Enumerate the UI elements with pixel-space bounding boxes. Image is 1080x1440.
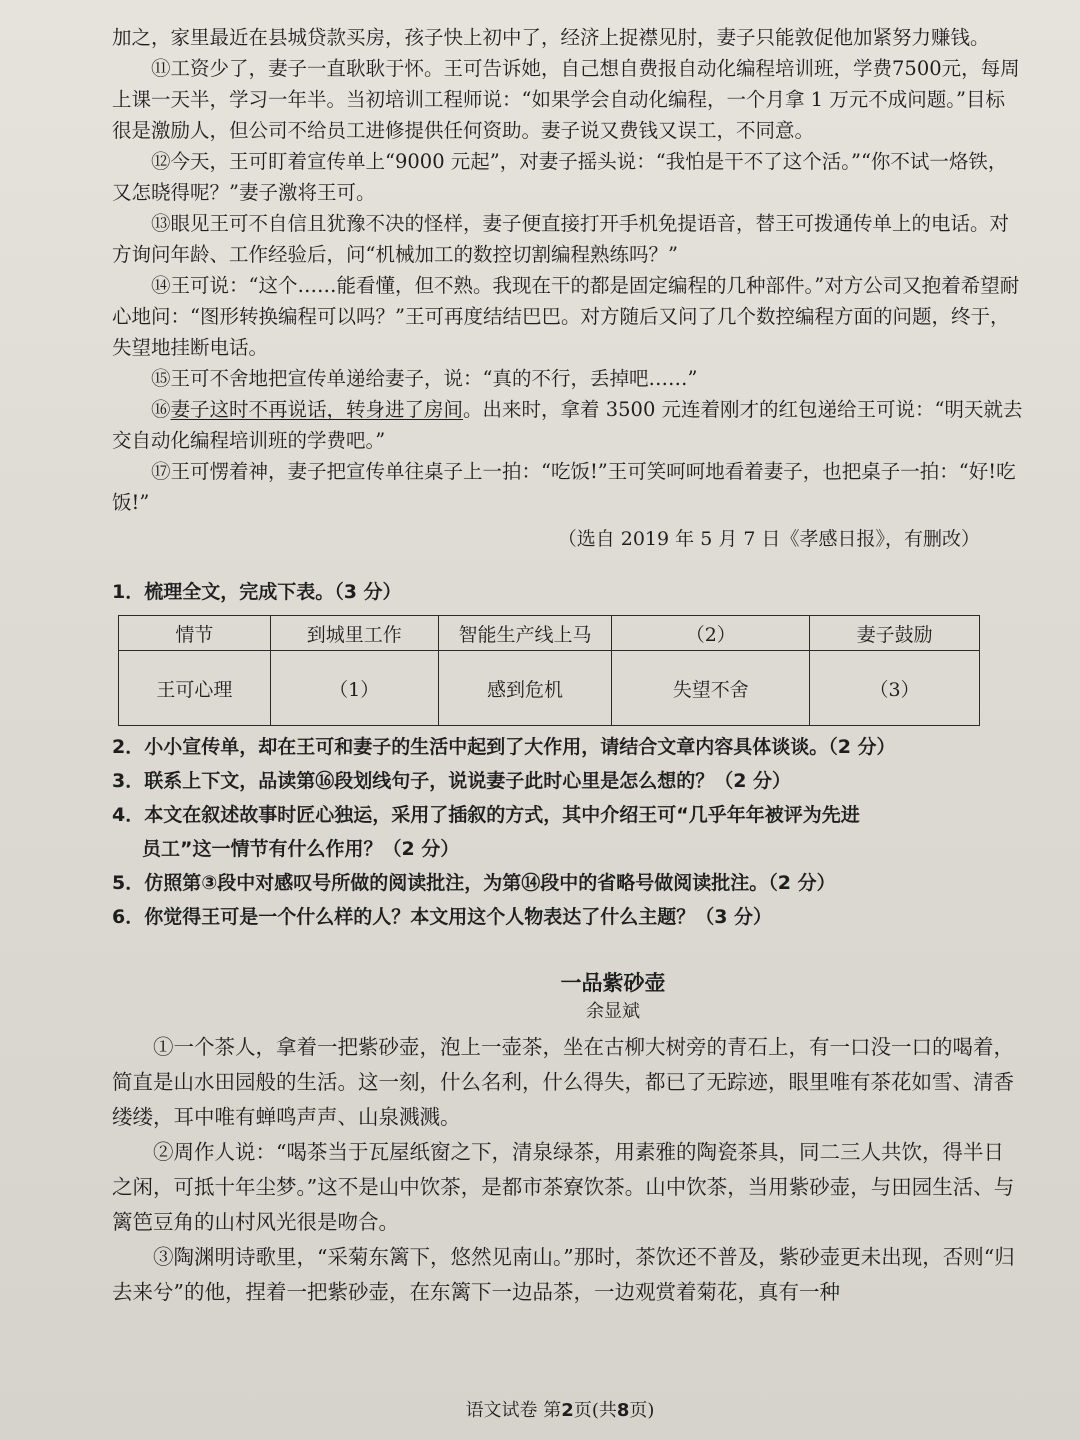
story-paragraph-11: ⑪工资少了，妻子一直耿耿于怀。王可告诉她，自己想自费报自动化编程培训班，学费7500元，每周上课一天半，学习一年半。当初培训工程师说：“如果学会自动化编程，一个月拿 1 万元不成问题。”目标很是激励人，但公司不给员工进修提供任何资助。妻子说又费钱又误工，不同意。 [112, 57, 1020, 142]
underlined-sentence: 妻子这时不再说话，转身进了房间 [170, 398, 464, 421]
table-row [119, 651, 980, 726]
questions-section [112, 575, 1024, 934]
table-cell: 失望不舍 [612, 651, 810, 726]
story-paragraph-15: ⑮王可不舍地把宣传单递给妻子，说：“真的不行，丢掉吧……” [151, 367, 698, 390]
table-cell: （2） [612, 616, 810, 651]
table-cell: 到城里工作 [270, 616, 438, 651]
table-header-row [119, 616, 980, 651]
article-title: 一品紫砂壶 [560, 971, 666, 995]
footer-total-pages: 8 [616, 1400, 630, 1421]
footer-page-number: 2 [561, 1400, 574, 1421]
story-paragraph-16 [112, 394, 1024, 456]
answer-table [118, 615, 980, 726]
table-cell: （3） [810, 651, 980, 726]
story-paragraph-12: ⑫今天，王可盯着宣传单上“9000 元起”，对妻子摇头说：“我怕是干不了这个活。”“你不试一烙铁，又怎晓得呢？”妻子激将王可。 [112, 150, 1008, 204]
article-paragraph-1: ①一个茶人，拿着一把紫砂壶，泡上一壶茶，坐在古柳大树旁的青石上，有一口没一口的喝着，简直是山水田园般的生活。这一刻，什么名利，什么得失，都已了无踪迹，眼里唯有茶花如雪、清香缕缕，耳中唯有蝉鸣声声、山泉溅溅。 [112, 1035, 1014, 1129]
article-paragraph-3: ③陶渊明诗歌里，“采菊东篱下，悠然见南山。”那时，茶饮还不普及，紫砂壶更未出现，否则“归去来兮”的他，捏着一把紫砂壶，在东篱下一边品茶，一边观赏着菊花，真有一种 [112, 1245, 1015, 1304]
table-cell: （1） [270, 651, 438, 726]
article-author: 余显斌 [586, 1001, 640, 1022]
article-paragraph-2: ②周作人说：“喝茶当于瓦屋纸窗之下，清泉绿茶，用素雅的陶瓷茶具，同二三人共饮，得半日之闲，可抵十年尘梦。”这不是山中饮茶，是都市茶寮饮茶。山中饮茶，当用紫砂壶，与田园生活、与篱笆豆角的山村风光很是吻合。 [112, 1140, 1015, 1234]
page-footer [0, 1396, 1080, 1422]
question-4: 4．本文在叙述故事时匠心独运，采用了插叙的方式，其中介绍王可“几乎年年被评为先进 [112, 804, 860, 826]
table-cell: 王可心理 [119, 651, 271, 726]
table-cell: 情节 [119, 616, 271, 651]
article-section [112, 968, 1024, 1310]
table-cell: 感到危机 [438, 651, 612, 726]
paragraph-16-rest: 。出来时，拿着 3500 元连着刚才的红包递给王可说：“明天就去交自动化编程培训班的学费吧。” [112, 398, 1023, 452]
story-paragraph-17: ⑰王可愣着神，妻子把宣传单往桌子上一拍：“吃饭!”王可笑呵呵地看着妻子，也把桌子一拍：“好!吃饭!” [112, 460, 1016, 514]
table-cell: 妻子鼓励 [810, 616, 980, 651]
footer-prefix: 语文试卷 第 [465, 1400, 562, 1421]
story-paragraph-13: ⑬眼见王可不自信且犹豫不决的怪样，妻子便直接打开手机免提语音，替王可拨通传单上的电话。对方询问年龄、工作经验后，问“机械加工的数控切割编程熟练吗？” [112, 212, 1010, 266]
footer-suffix: 页) [629, 1400, 655, 1421]
footer-middle: 页(共 [573, 1400, 617, 1421]
source-citation: （选自 2019 年 5 月 7 日《孝感日报》，有删改） [557, 528, 980, 550]
question-5: 5．仿照第③段中对感叹号所做的阅读批注，为第⑭段中的省略号做阅读批注。（2 分） [112, 872, 836, 894]
story-section [112, 22, 1024, 555]
story-paragraph-10-end: 加之，家里最近在县城贷款买房，孩子快上初中了，经济上捉襟见肘，妻子只能敦促他加紧努力赚钱。 [112, 26, 990, 49]
story-paragraph-14: ⑭王可说：“这个……能看懂，但不熟。我现在干的都是固定编程的几种部件。”对方公司又抱着希望耐心地问：“图形转换编程可以吗？”王可再度结结巴巴。对方随后又问了几个数控编程方面的问题，终于，失望地挂断电话。 [112, 274, 1020, 359]
table-cell: 智能生产线上马 [438, 616, 612, 651]
question-1: 1．梳理全文，完成下表。（3 分） [112, 581, 402, 603]
question-2: 2．小小宣传单，却在王可和妻子的生活中起到了大作用，请结合文章内容具体谈谈。（2 分） [112, 736, 896, 758]
paragraph-16-number: ⑯ [151, 398, 171, 421]
question-6: 6．你觉得王可是一个什么样的人？本文用这个人物表达了什么主题？（3 分） [112, 906, 773, 928]
question-3: 3．联系上下文，品读第⑯段划线句子，说说妻子此时心里是怎么想的？（2 分） [112, 770, 792, 792]
question-4-continued: 员工”这一情节有什么作用？（2 分） [142, 838, 460, 860]
